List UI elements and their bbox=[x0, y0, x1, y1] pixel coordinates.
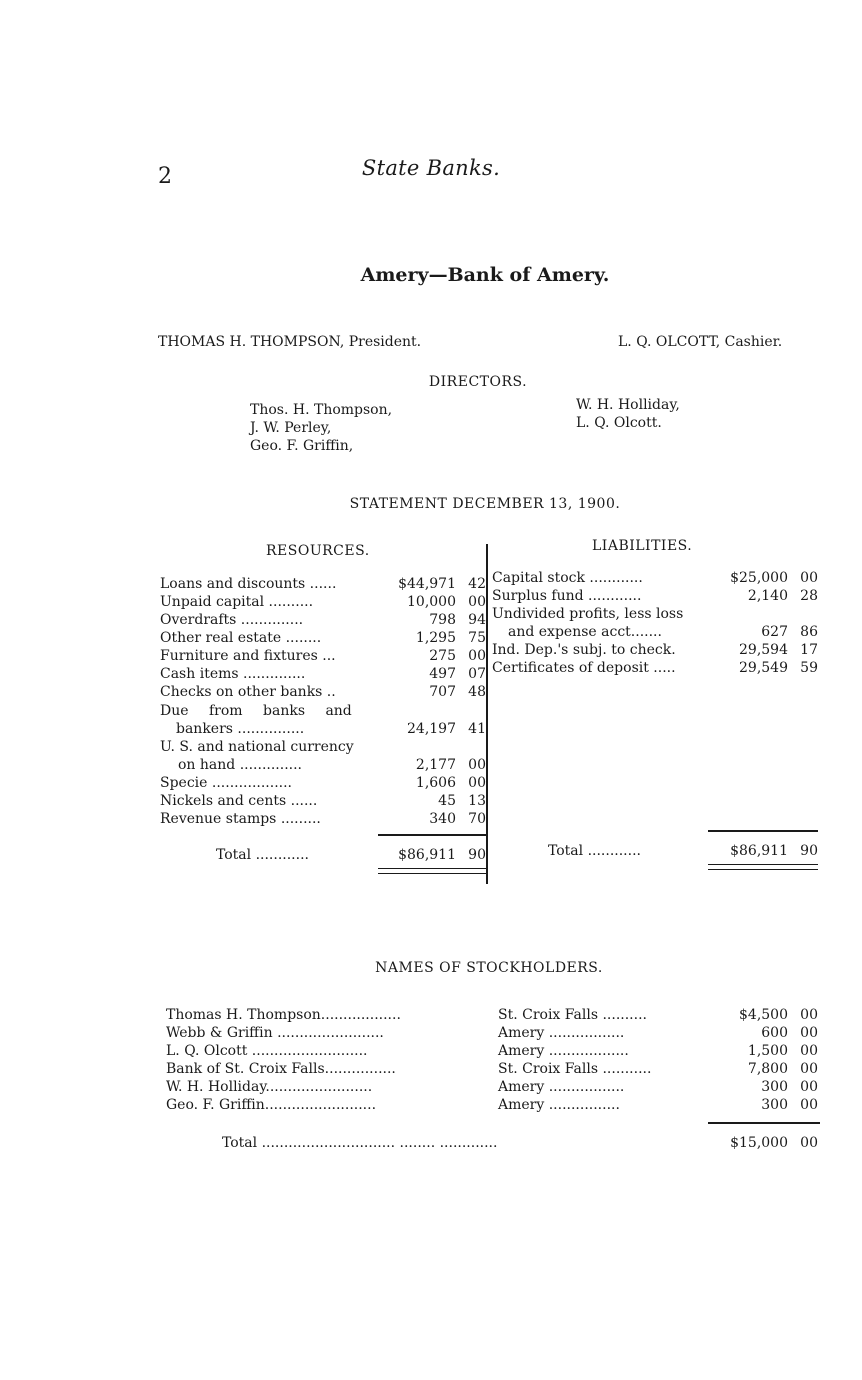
resource-label: Cash items .............. bbox=[160, 666, 306, 682]
resource-label: Nickels and cents ...... bbox=[160, 793, 318, 809]
resource-label: Overdrafts .............. bbox=[160, 612, 304, 628]
stockholder-place: Amery ................. bbox=[498, 1025, 625, 1041]
total-label: Total .............................. ........ ............. bbox=[222, 1135, 498, 1151]
resource-cents: 75 bbox=[468, 630, 486, 646]
liability-cents: 00 bbox=[800, 570, 818, 586]
resource-label: Checks on other banks .. bbox=[160, 684, 336, 700]
director-name: Thos. H. Thompson, bbox=[250, 402, 393, 418]
director-name: Geo. F. Griffin, bbox=[250, 438, 354, 454]
resource-dollars: 2,177 bbox=[415, 757, 456, 773]
stockholder-place: St. Croix Falls .......... bbox=[498, 1007, 647, 1023]
total-label: Total ............ bbox=[548, 843, 641, 859]
resource-cents: 07 bbox=[468, 666, 486, 682]
liability-dollars: 2,140 bbox=[747, 588, 788, 604]
running-head: State Banks. bbox=[361, 156, 501, 180]
resource-cents: 13 bbox=[468, 793, 486, 809]
resource-cents: 00 bbox=[468, 594, 486, 610]
table-row bbox=[492, 587, 820, 605]
director-name: L. Q. Olcott. bbox=[576, 415, 662, 431]
directors-heading: DIRECTORS. bbox=[428, 374, 528, 390]
resource-dollars: 340 bbox=[429, 811, 456, 827]
liability-label: Capital stock ............ bbox=[492, 570, 643, 586]
stockholder-place: St. Croix Falls ........... bbox=[498, 1061, 652, 1077]
liability-cents: 17 bbox=[800, 642, 818, 658]
stockholder-dollars: 300 bbox=[761, 1097, 788, 1113]
stockholder-dollars: 300 bbox=[761, 1079, 788, 1095]
table-row bbox=[166, 1060, 820, 1078]
resource-cents: 70 bbox=[468, 811, 486, 827]
liability-label: Surplus fund ............ bbox=[492, 588, 642, 604]
resource-cents: 00 bbox=[468, 775, 486, 791]
liability-label: Certificates of deposit ..... bbox=[492, 660, 676, 676]
stockholder-name: Geo. F. Griffin......................... bbox=[166, 1097, 377, 1113]
table-row bbox=[160, 702, 490, 720]
table-row bbox=[492, 659, 820, 677]
resource-cents: 00 bbox=[468, 648, 486, 664]
liability-cents: 28 bbox=[800, 588, 818, 604]
total-label: Total ............ bbox=[216, 847, 309, 863]
page-number: 2 bbox=[158, 164, 172, 189]
total-dollars: $86,911 bbox=[730, 843, 788, 859]
total-cents: 90 bbox=[800, 843, 818, 859]
stockholder-dollars: 600 bbox=[761, 1025, 788, 1041]
table-row bbox=[492, 641, 820, 659]
liability-dollars: $25,000 bbox=[730, 570, 788, 586]
table-row bbox=[492, 569, 820, 587]
stockholder-name: Thomas H. Thompson.................. bbox=[166, 1007, 401, 1023]
resource-label: Due from banks and bbox=[160, 703, 352, 719]
table-row bbox=[160, 629, 490, 647]
resources-heading: RESOURCES. bbox=[266, 543, 370, 559]
table-row bbox=[492, 605, 820, 623]
president-line: THOMAS H. THOMPSON, President. bbox=[158, 334, 422, 350]
resource-dollars: 275 bbox=[429, 648, 456, 664]
table-row bbox=[160, 756, 490, 774]
stockholder-name: L. Q. Olcott .......................... bbox=[166, 1043, 368, 1059]
director-name: J. W. Perley, bbox=[250, 420, 332, 436]
table-row bbox=[160, 738, 490, 756]
resource-label: Other real estate ........ bbox=[160, 630, 322, 646]
resource-dollars: 497 bbox=[429, 666, 456, 682]
stockholder-cents: 00 bbox=[800, 1043, 818, 1059]
liabilities-total-row bbox=[492, 842, 820, 860]
liability-cents: 86 bbox=[800, 624, 818, 640]
resources-total-rule bbox=[378, 834, 486, 836]
resource-dollars: 10,000 bbox=[407, 594, 456, 610]
stockholder-name: Bank of St. Croix Falls................ bbox=[166, 1061, 396, 1077]
stockholder-cents: 00 bbox=[800, 1025, 818, 1041]
liability-label: and expense acct....... bbox=[508, 624, 662, 640]
stockholder-place: Amery ................ bbox=[498, 1097, 620, 1113]
resource-label: Loans and discounts ...... bbox=[160, 576, 337, 592]
table-row bbox=[160, 774, 490, 792]
resource-label: U. S. and national currency bbox=[160, 739, 354, 755]
total-dollars: $86,911 bbox=[398, 847, 456, 863]
resources-total-row bbox=[160, 846, 490, 864]
resource-dollars: 24,197 bbox=[407, 721, 456, 737]
stockholder-place: Amery ................. bbox=[498, 1079, 625, 1095]
stockholder-cents: 00 bbox=[800, 1061, 818, 1077]
table-row bbox=[166, 1024, 820, 1042]
resource-label: Revenue stamps ......... bbox=[160, 811, 321, 827]
liability-cents: 59 bbox=[800, 660, 818, 676]
liability-dollars: 29,549 bbox=[739, 660, 788, 676]
liability-label: Ind. Dep.'s subj. to check. bbox=[492, 642, 676, 658]
resource-label: Unpaid capital .......... bbox=[160, 594, 314, 610]
stockholder-name: W. H. Holliday........................ bbox=[166, 1079, 373, 1095]
liabilities-total-double-rule bbox=[708, 864, 818, 870]
stockholder-cents: 00 bbox=[800, 1097, 818, 1113]
table-row bbox=[160, 810, 490, 828]
table-row bbox=[160, 665, 490, 683]
directors-left-column bbox=[250, 401, 392, 455]
director-name: W. H. Holliday, bbox=[576, 397, 680, 413]
stockholders-total-row bbox=[166, 1134, 820, 1152]
stockholder-dollars: $4,500 bbox=[739, 1007, 788, 1023]
resource-cents: 41 bbox=[468, 721, 486, 737]
resource-cents: 48 bbox=[468, 684, 486, 700]
resource-label: on hand .............. bbox=[178, 757, 302, 773]
total-cents: 90 bbox=[468, 847, 486, 863]
resource-dollars: 707 bbox=[429, 684, 456, 700]
resource-cents: 42 bbox=[468, 576, 486, 592]
stockholder-dollars: 7,800 bbox=[747, 1061, 788, 1077]
table-row bbox=[160, 575, 490, 593]
cashier-line: L. Q. OLCOTT, Cashier. bbox=[618, 334, 783, 350]
resource-dollars: 1,606 bbox=[415, 775, 456, 791]
liability-dollars: 627 bbox=[761, 624, 788, 640]
stockholder-cents: 00 bbox=[800, 1079, 818, 1095]
resource-dollars: 1,295 bbox=[415, 630, 456, 646]
resource-dollars: $44,971 bbox=[398, 576, 456, 592]
resource-label: Furniture and fixtures ... bbox=[160, 648, 336, 664]
stockholders-heading: NAMES OF STOCKHOLDERS. bbox=[375, 960, 603, 976]
bank-title: Amery—Bank of Amery. bbox=[360, 264, 610, 286]
table-row bbox=[160, 683, 490, 701]
table-row bbox=[160, 720, 490, 738]
table-row bbox=[160, 792, 490, 810]
resource-dollars: 798 bbox=[429, 612, 456, 628]
resource-label: bankers ............... bbox=[176, 721, 305, 737]
stockholder-place: Amery .................. bbox=[498, 1043, 629, 1059]
table-row bbox=[166, 1042, 820, 1060]
total-cents: 00 bbox=[800, 1135, 818, 1151]
stockholders-total-rule bbox=[708, 1122, 820, 1124]
resources-total-double-rule bbox=[378, 868, 486, 874]
table-row bbox=[166, 1096, 820, 1114]
resource-cents: 94 bbox=[468, 612, 486, 628]
table-row bbox=[160, 611, 490, 629]
resource-cents: 00 bbox=[468, 757, 486, 773]
table-row bbox=[166, 1006, 820, 1024]
table-row bbox=[166, 1078, 820, 1096]
table-row bbox=[492, 623, 820, 641]
directors-right-column bbox=[576, 396, 680, 432]
table-row bbox=[160, 647, 490, 665]
stockholder-cents: 00 bbox=[800, 1007, 818, 1023]
liabilities-total-rule bbox=[708, 830, 818, 832]
table-row bbox=[160, 593, 490, 611]
liabilities-heading: LIABILITIES. bbox=[592, 538, 693, 554]
resource-label: Specie .................. bbox=[160, 775, 292, 791]
stockholder-name: Webb & Griffin ........................ bbox=[166, 1025, 384, 1041]
total-dollars: $15,000 bbox=[730, 1135, 788, 1151]
liability-label: Undivided profits, less loss bbox=[492, 606, 684, 622]
liability-dollars: 29,594 bbox=[739, 642, 788, 658]
stockholder-dollars: 1,500 bbox=[747, 1043, 788, 1059]
resource-dollars: 45 bbox=[438, 793, 456, 809]
statement-heading: STATEMENT DECEMBER 13, 1900. bbox=[349, 496, 621, 512]
